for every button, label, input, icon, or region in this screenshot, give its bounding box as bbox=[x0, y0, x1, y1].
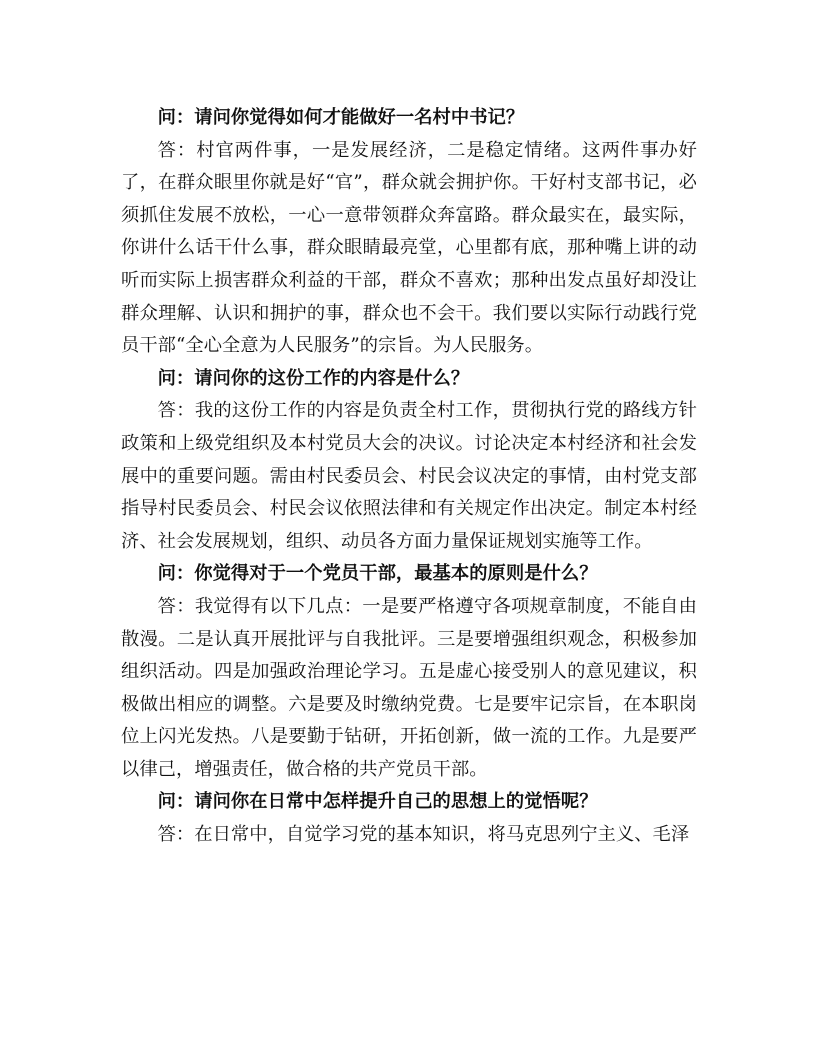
question-1: 问：请问你觉得如何才能做好一名村中书记？ bbox=[157, 107, 525, 128]
answer-1: 答：村官两件事，一是发展经济，二是稳定情绪。这两件事办好了，在群众眼里你就是好“官”，群众就会拥护你。干好村支部书记，必须抓住发展不放松，一心一意带领群众奔富路。群众最实在，最实际，你讲什么话干什么事，群众眼睛最亮堂，心里都有底，那种嘴上讲的动听而实际上损害群众利益的干部，群众不喜欢；那种出发点虽好却没让群众理解、认识和拥护的事，群众也不会干。我们要以实际行动践行党员干部“全心全意为人民服务”的宗旨。为人民服务。 bbox=[121, 139, 697, 357]
question-3: 问：你觉得对于一个党员干部，最基本的原则是什么？ bbox=[157, 563, 598, 585]
question-2: 问：请问你的这份工作的内容是什么？ bbox=[157, 367, 470, 389]
answer-2: 答：我的这份工作的内容是负责全村工作，贯彻执行党的路线方针政策和上级党组织及本村党员大会的决议。讨论决定本村经济和社会发展中的重要问题。需由村民委员会、村民会议决定的事情，由村党支部指导村民委员会、村民会议依照法律和有关规定作出决定。制定本村经济、社会发展规划，组织、动员各方面力量保证规划实施等工作。 bbox=[121, 400, 697, 552]
question-4: 问：请问你在日常中怎样提升自己的思想上的觉悟呢？ bbox=[157, 791, 598, 813]
answer-4: 答：在日常中，自觉学习党的基本知识，将马克思列宁主义、毛泽 bbox=[157, 824, 690, 846]
document-page bbox=[121, 102, 697, 852]
answer-3: 答：我觉得有以下几点：一是要严格遵守各项规章制度，不能自由散漫。二是认真开展批评与自我批评。三是要增强组织观念，积极参加组织活动。四是加强政治理论学习。五是虚心接受别人的意见建议，积极做出相应的调整。六是要及时缴纳党费。七是要牢记宗旨，在本职岗位上闪光发热。八是要勤于钻研，开拓创新，做一流的工作。九是要严以律己，增强责任，做合格的共产党员干部。 bbox=[121, 595, 697, 780]
